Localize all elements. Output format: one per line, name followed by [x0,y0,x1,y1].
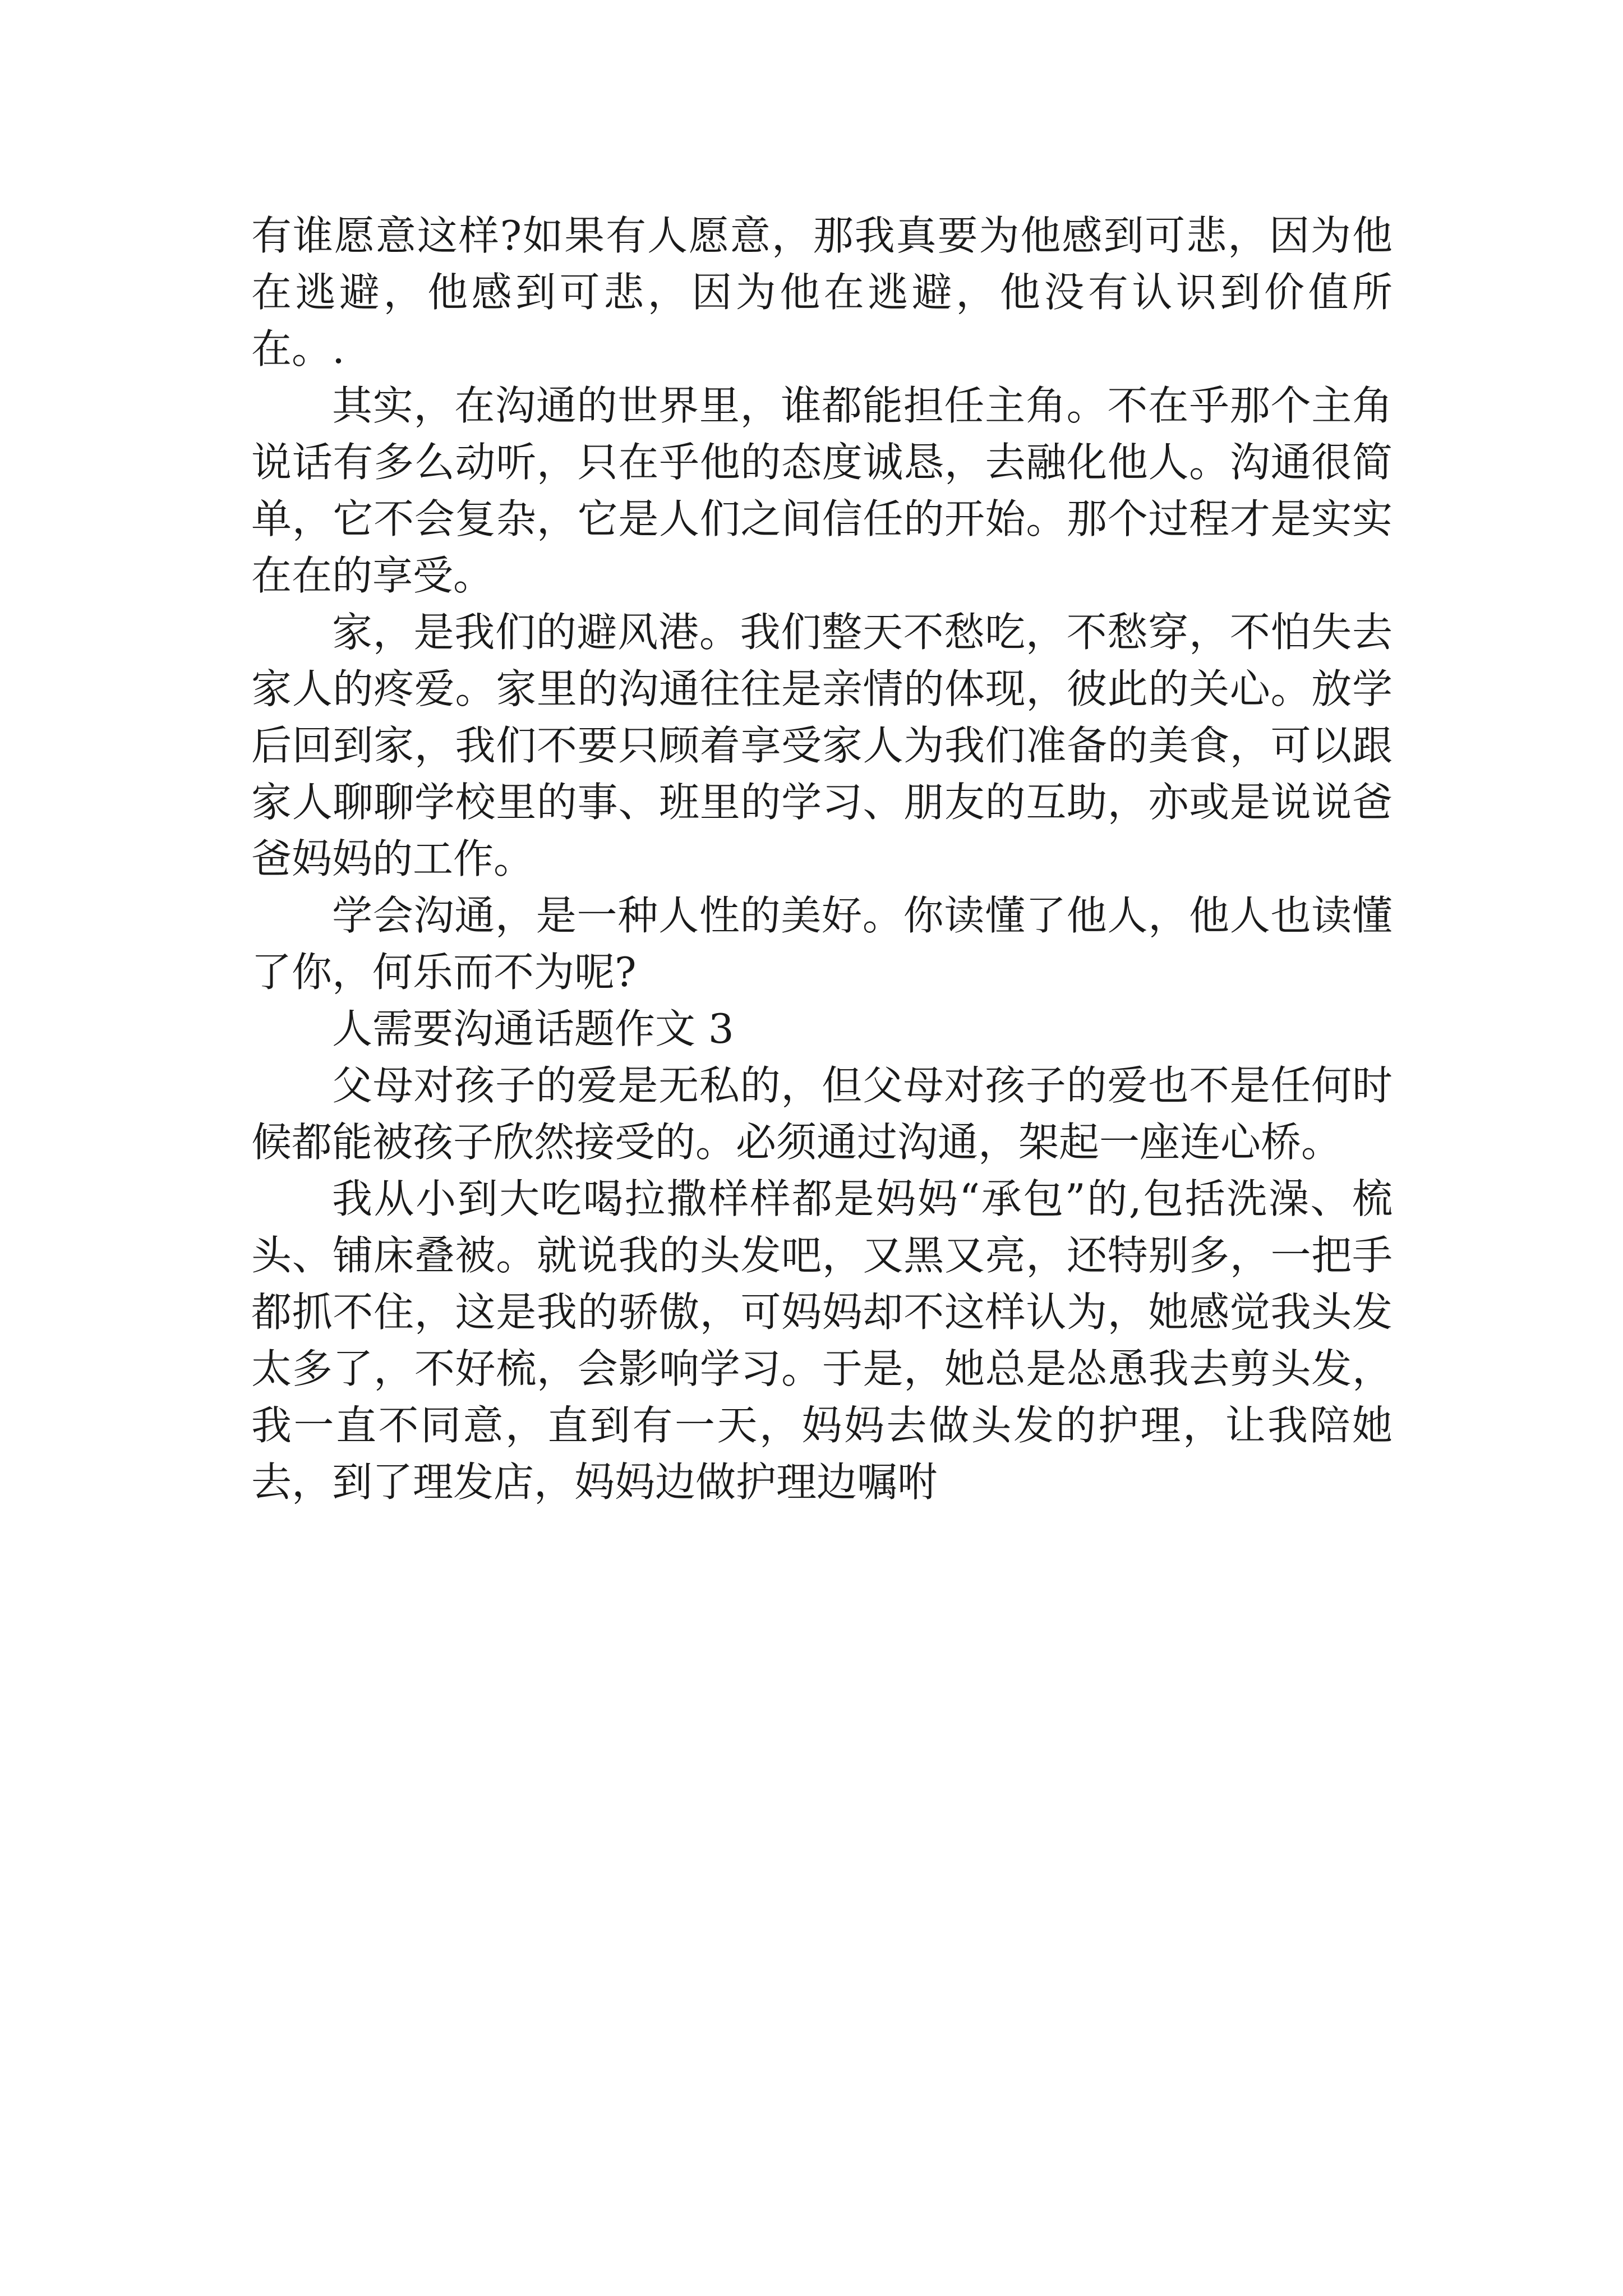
paragraph-6: 我从小到大吃喝拉撒样样都是妈妈“承包”的,包括洗澡、梳头、铺床叠被。就说我的头发吧，又黑又亮，还特别多，一把手都抓不住，这是我的骄傲，可妈妈却不这样认为，她感觉我头发太多了，不好梳，会影响学习。于是，她总是怂恿我去剪头发，我一直不同意，直到有一天，妈妈去做头发的护理，让我陪她去，到了理发店，妈妈边做护理边嘱咐 [251,1175,1393,1506]
paragraph-2: 其实，在沟通的世界里，谁都能担任主角。不在乎那个主角说话有多么动听，只在乎他的态度诚恳，去融化他人。沟通很简单，它不会复杂，它是人们之间信任的开始。那个过程才是实实在在的享受。 [251,382,1393,599]
paragraph-1: 有谁愿意这样?如果有人愿意，那我真要为他感到可悲，因为他在逃避，他感到可悲，因为他在逃避，他没有认识到价值所在。. [251,212,1393,372]
paragraph-5: 父母对孩子的爱是无私的，但父母对孩子的爱也不是任何时候都能被孩子欣然接受的。必须通过沟通，架起一座连心桥。 [251,1062,1393,1166]
section-heading: 人需要沟通话题作文 3 [332,1005,734,1052]
document-body [251,208,1393,1511]
paragraph-4: 学会沟通，是一种人性的美好。你读懂了他人，他人也读懂了你，何乐而不为呢? [251,892,1393,996]
paragraph-3: 家，是我们的避风港。我们整天不愁吃，不愁穿，不怕失去家人的疼爱。家里的沟通往往是亲情的体现，彼此的关心。放学后回到家，我们不要只顾着享受家人为我们准备的美食，可以跟家人聊聊学校里的事、班里的学习、朋友的互助，亦或是说说爸爸妈妈的工作。 [251,609,1393,882]
